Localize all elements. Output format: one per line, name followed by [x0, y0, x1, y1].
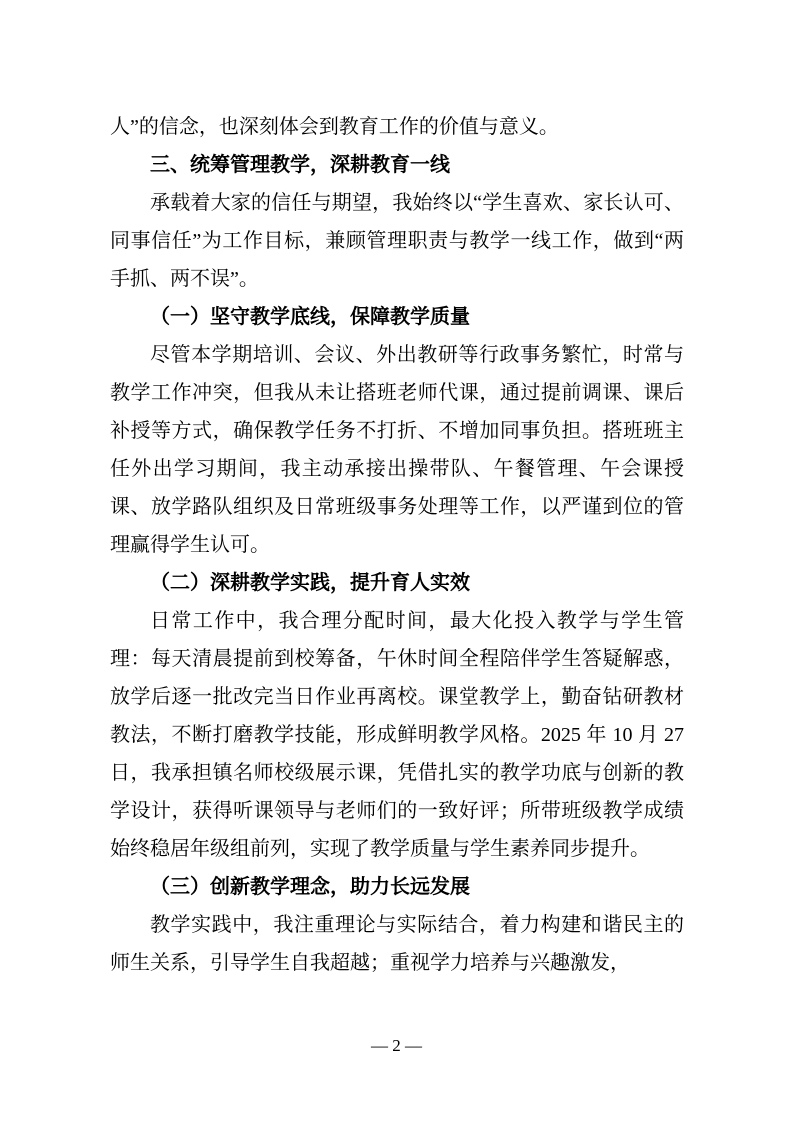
section-intro-paragraph: 承载着大家的信任与期望，我始终以“学生喜欢、家长认可、同事信任”为工作目标，兼顾管理职责与教学一线工作，做到“两手抓、两不误”。: [110, 192, 684, 290]
document-content: [110, 108, 684, 982]
page-number: — 2 —: [371, 1036, 422, 1055]
subsection-heading-3: （三）创新教学理念，助力长远发展: [150, 876, 470, 898]
paragraph-continuation: 人”的信念，也深刻体会到教育工作的价值与意义。: [110, 116, 559, 138]
subsection-heading-2: （二）深耕教学实践，提升育人实效: [150, 572, 470, 594]
subsection-2-paragraph: 日常工作中，我合理分配时间，最大化投入教学与学生管理：每天清晨提前到校筹备，午休时间全程陪伴学生答疑解惑，放学后逐一批改完当日作业再离校。课堂教学上，勤奋钻研教材教法，不断打磨教学技能，形成鲜明教学风格。2025 年 10 月 27 日，我承担镇名师校级展示课，凭借扎实的教学功底与创新的教学设计，获得听课领导与老师们的一致好评；所带班级教学成绩始终稳居年级组前列，实现了教学质量与学生素养同步提升。: [110, 610, 684, 860]
subsection-heading-1: （一）坚守教学底线，保障教学质量: [150, 306, 470, 328]
subsection-1-paragraph: 尽管本学期培训、会议、外出教研等行政事务繁忙，时常与教学工作冲突，但我从未让搭班老师代课，通过提前调课、课后补授等方式，确保教学任务不打折、不增加同事负担。搭班班主任外出学习期间，我主动承接出操带队、午餐管理、午会课授课、放学路队组织及日常班级事务处理等工作，以严谨到位的管理赢得学生认可。: [110, 344, 684, 556]
section-heading-3: 三、统筹管理教学，深耕教育一线: [150, 154, 450, 176]
subsection-3-paragraph: 教学实践中，我注重理论与实际结合，着力构建和谐民主的师生关系，引导学生自我超越；重视学力培养与兴趣激发，: [110, 914, 684, 974]
page-footer: [0, 1034, 793, 1058]
